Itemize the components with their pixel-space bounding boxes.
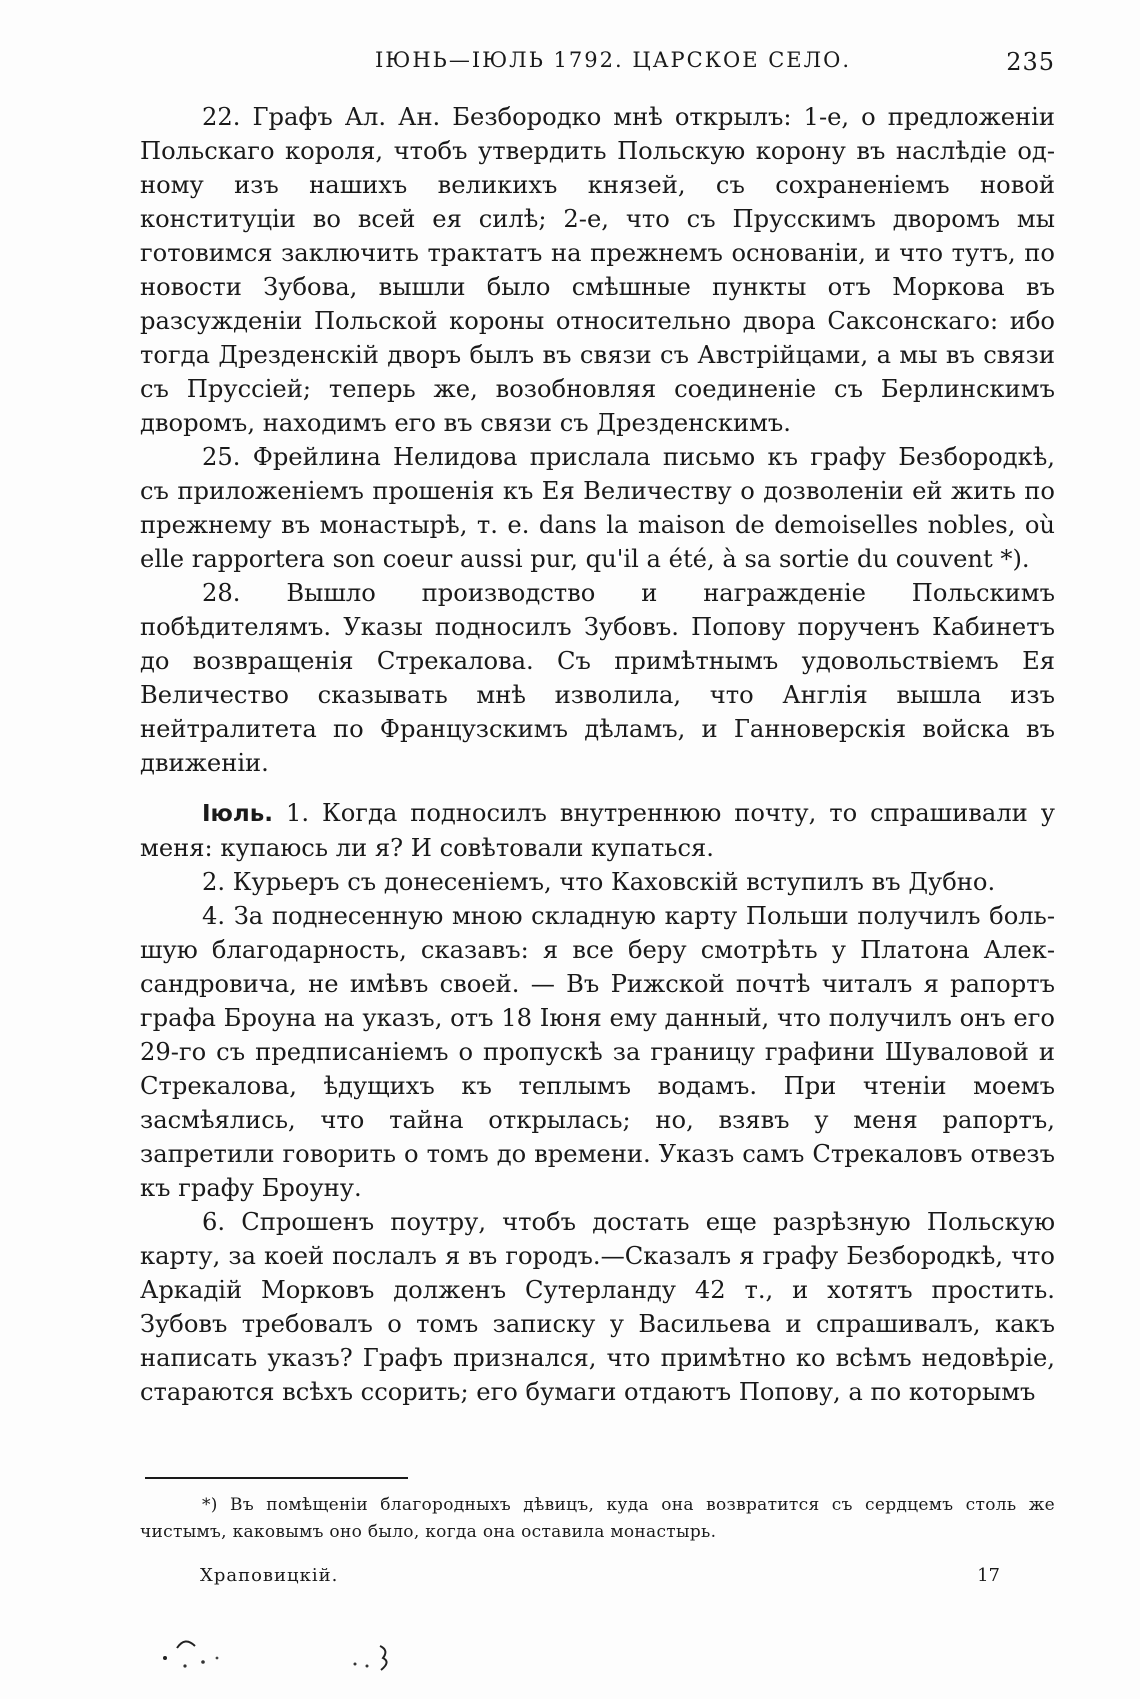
july-entry-1-text: 1. Когда подносилъ внутреннюю почту, то спрашивали у меня: купаюсь ли я? И совѣтовали купаться. xyxy=(140,799,1055,862)
paragraph-entry-28: 28. Вышло производство и награжденіе Польскимъ побѣдителямъ. Указы подносилъ Зубовъ. Попову порученъ Кабинетъ до возвращенія Стрекалова. Съ примѣтнымъ удовольствіемъ Ея Величество сказывать мнѣ изволила, что Англія вышла изъ нейтралитета по Французскимъ дѣламъ, и Ганноверскія войска въ движеніи. xyxy=(140,579,1055,777)
printer-signature-line xyxy=(200,1565,1000,1595)
page-number: 235 xyxy=(1006,48,1055,76)
signature-number: 17 xyxy=(977,1565,1000,1586)
footnote-divider xyxy=(145,1477,408,1479)
signature-mark: Храповицкій. xyxy=(200,1565,339,1586)
body-text xyxy=(140,100,1055,1409)
paragraph-july-2: 2. Курьеръ съ донесеніемъ, что Каховскій вступилъ въ Дубно. xyxy=(202,868,996,896)
paragraph-entry-22: 22. Графъ Ал. Ан. Безбородко мнѣ открылъ: 1-е, о предложеніи Польскаго короля, чтобъ утвердить Польскую корону въ наслѣдіе одному изъ нашихъ великихъ князей, съ сохраненіемъ новой конституціи во всей ея силѣ; 2-е, что съ Прусскимъ дворомъ мы готовимся заключить трактатъ на прежнемъ основаніи, и что тутъ, по новости Зубова, вышли было смѣшные пункты отъ Моркова въ разсужденіи Польской короны относительно двора Саксонскаго: ибо тогда Дрезденскій дворъ былъ въ связи съ Австрійцами, а мы въ связи съ Пруссіей; теперь же, возобновляя соединеніе съ Берлинскимъ дворомъ, находимъ его въ связи съ Дрезденскимъ. xyxy=(140,103,1055,437)
footnote: *) Въ помѣщеніи благородныхъ дѣвицъ, куда она возвратится съ сердцемъ столь же чистымъ, каковымъ оно было, когда она оставила монастырь. xyxy=(140,1495,1055,1542)
page-header xyxy=(140,48,1055,82)
month-label: Іюль. xyxy=(202,801,274,827)
paragraph-july-4: 4. За поднесенную мною складную карту Польши получилъ большую благодарность, сказавъ: я все беру смотрѣть у Платона Александровича, не имѣвъ своей. — Въ Рижской почтѣ читалъ я рапортъ графа Броуна на указъ, отъ 18 Іюня ему данный, что получилъ онъ его 29-го съ предписаніемъ о пропускѣ за границу графини Шуваловой и Стрекалова, ѣдущихъ къ теплымъ водамъ. При чтеніи моемъ засмѣялись, что тайна открылась; но, взявъ у меня рапортъ, запретили говорить о томъ до времени. Указъ самъ Стрекаловъ отвезъ къ графу Броуну. xyxy=(140,902,1055,1202)
running-head: ІЮНЬ—ІЮЛЬ 1792. ЦАРСКОЕ СЕЛО. xyxy=(375,48,852,72)
paragraph-july-1 xyxy=(140,796,1055,865)
paragraph-july-6: 6. Спрошенъ поутру, чтобъ достать еще разрѣзную Польскую карту, за коей послалъ я въ городъ.—Сказалъ я графу Безбородкѣ, что Аркадій Морковъ долженъ Сутерланду 42 т., и хотятъ простить. Зубовъ требовалъ о томъ записку у Васильева и спрашивалъ, какъ написать указъ? Графъ признался, что примѣтно ко всѣмъ недовѣріе, стараются всѣхъ ссорить; его бумаги отдаютъ Попову, а по которымъ xyxy=(140,1208,1055,1406)
ink-specks-decoration xyxy=(155,1628,435,1678)
paragraph-entry-25: 25. Фрейлина Нелидова прислала письмо къ графу Безбородкѣ, съ приложеніемъ прошенія къ Ея Величеству о дозволеніи ей жить по прежнему въ монастырѣ, т. е. dans la maison de demoiselles nobles, où elle rapportera son coeur aussi pur, qu'il a été, à sa sortie du couvent *). xyxy=(140,443,1055,573)
